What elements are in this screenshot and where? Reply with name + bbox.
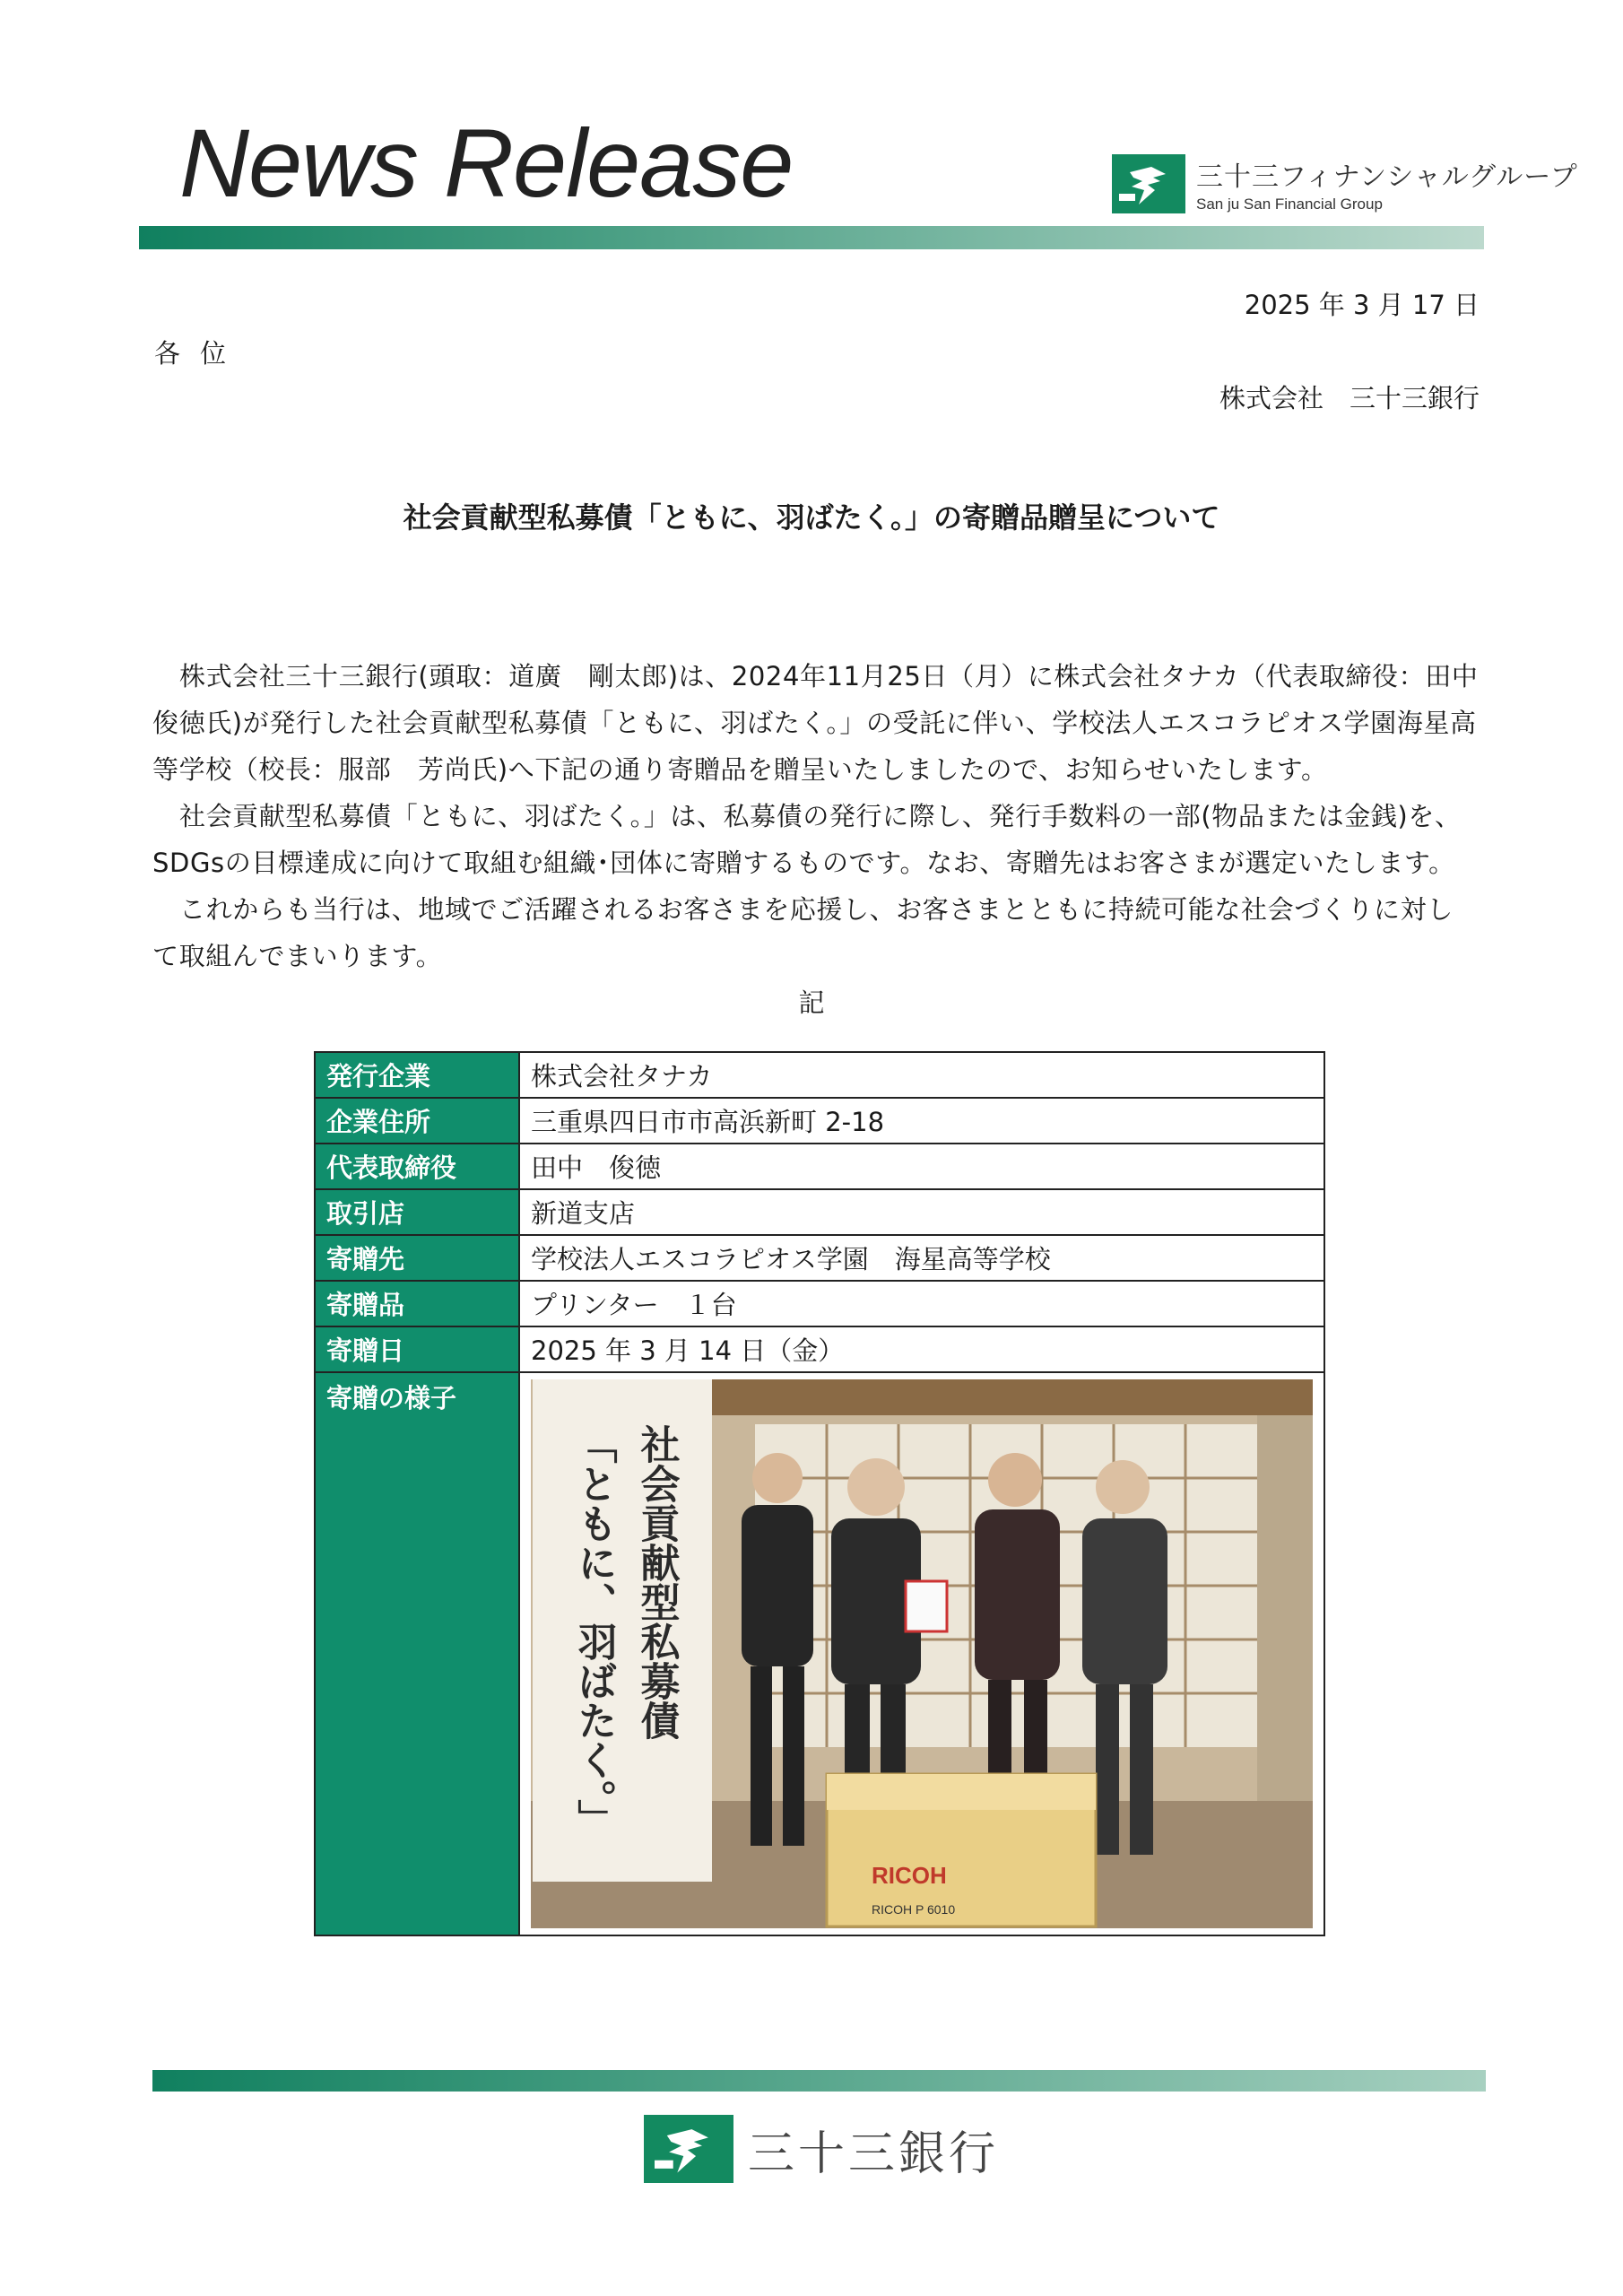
row-label: 代表取締役 [315, 1144, 519, 1189]
body-paragraph: 株式会社三十三銀行(頭取：道廣 剛太郎)は、2024年11月25日（月）に株式会社タナカ（代表取締役：田中 俊徳氏)が発行した社会貢献型私募債「ともに、羽ばたく。」の受託に伴い、学校法人エスコラピオス学園海星高等学校（校長：服部 芳尚氏)へ下記の通り寄贈品を贈呈いたしましたので、お知らせいたします。 [152, 661, 1506, 785]
row-value: 三重県四日市市高浜新町 2-18 [519, 1098, 1324, 1144]
row-label: 寄贈の様子 [315, 1372, 519, 1935]
row-value: 学校法人エスコラピオス学園 海星高等学校 [519, 1235, 1324, 1281]
group-name [1196, 154, 1578, 213]
box-brand-text: RICOH [872, 1862, 947, 1889]
table-row [315, 1144, 1324, 1189]
table-row [315, 1052, 1324, 1098]
body-paragraph: これからも当行は、地域でご活躍されるお客さまを応援し、お客さまとともに持続可能な社会づくりに対して取組んでまいります。 [152, 894, 1454, 971]
table-row [315, 1281, 1324, 1326]
sanjusan-bird-logo-icon [644, 2115, 733, 2183]
row-label: 寄贈先 [315, 1235, 519, 1281]
header-divider-bar [139, 226, 1484, 249]
row-value: 2025 年 3 月 14 日（金） [519, 1326, 1324, 1372]
row-label: 取引店 [315, 1189, 519, 1235]
row-value: 新道支店 [519, 1189, 1324, 1235]
box-model-text: RICOH P 6010 [872, 1902, 956, 1917]
table-row [315, 1372, 1324, 1935]
body-text [152, 653, 1506, 979]
table-row [315, 1189, 1324, 1235]
addressee: 各位 [154, 338, 247, 369]
group-logo [1112, 154, 1578, 213]
sanjusan-bird-logo-icon [1112, 154, 1185, 213]
row-value: 田中 俊徳 [519, 1144, 1324, 1189]
table-row [315, 1098, 1324, 1144]
footer-logo [644, 2115, 999, 2183]
row-label: 企業住所 [315, 1098, 519, 1144]
row-value: 株式会社タナカ [519, 1052, 1324, 1098]
group-name-en: San ju San Financial Group [1196, 196, 1383, 213]
banner-text: 「ともに、羽ばたく。」 [570, 1424, 617, 1839]
table-row [315, 1326, 1324, 1372]
row-label: 寄贈品 [315, 1281, 519, 1326]
row-value: プリンター １台 [519, 1281, 1324, 1326]
row-label: 寄贈日 [315, 1326, 519, 1372]
donation-photo [531, 1379, 1313, 1928]
release-date: 2025 年 3 月 17 日 [1244, 290, 1480, 320]
issuer: 株式会社 三十三銀行 [1219, 383, 1480, 413]
footer-bank-name: 三十三銀行 [748, 2126, 1000, 2181]
ki-heading: 記 [798, 987, 825, 1018]
footer-divider-bar [152, 2070, 1486, 2092]
table-row [315, 1235, 1324, 1281]
news-release-title: News Release [179, 109, 794, 217]
row-label: 発行企業 [315, 1052, 519, 1098]
donation-info-table [314, 1051, 1325, 1936]
banner-text: 社会貢献型私募債 [633, 1424, 680, 1740]
group-name-jp: 三十三フィナンシャルグループ [1196, 161, 1578, 193]
body-paragraph: 社会貢献型私募債「ともに、羽ばたく。」は、私募債の発行に際し、発行手数料の一部(物品または金銭)を、SDGsの目標達成に向けて取組む組織･団体に寄贈するものです。なお、寄贈先はお客さまが選定いたします。 [152, 801, 1462, 878]
document-title: 社会貢献型私募債「ともに、羽ばたく。」の寄贈品贈呈について [403, 500, 1220, 535]
photo-cell [519, 1372, 1324, 1935]
